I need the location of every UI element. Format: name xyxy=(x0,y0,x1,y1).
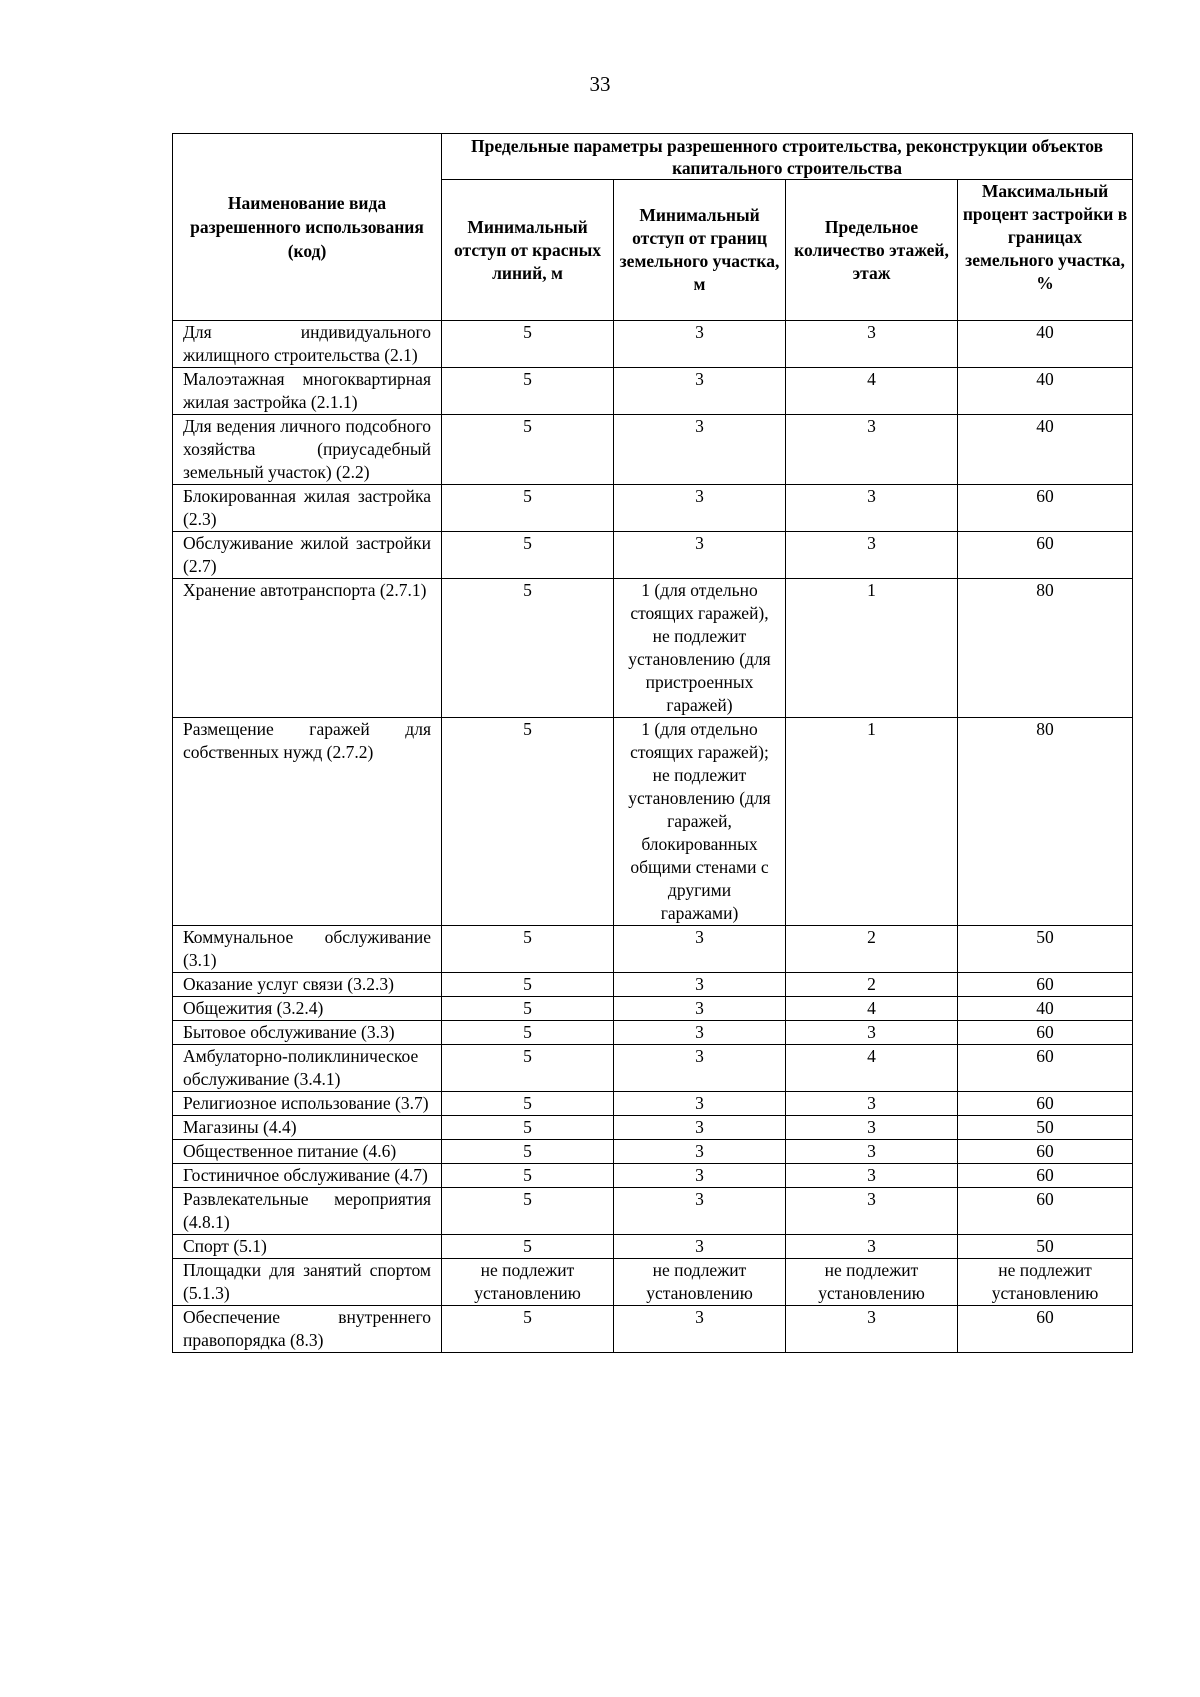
max-coverage-cell: 50 xyxy=(958,926,1133,973)
table-row xyxy=(173,1045,1133,1092)
max-floors-cell: 3 xyxy=(786,485,958,532)
boundary-setback-cell: не подлежит установлению xyxy=(614,1259,786,1306)
max-floors-cell: не подлежит установлению xyxy=(786,1259,958,1306)
use-name-cell: Для индивидуального жилищного строительства (2.1) xyxy=(173,321,442,368)
boundary-setback-cell: 1 (для отдельно стоящих гаражей); не подлежит установлению (для гаражей, блокированных общими стенами с другими гаражами) xyxy=(614,718,786,926)
boundary-setback-cell: 1 (для отдельно стоящих гаражей), не подлежит установлению (для пристроенных гаражей) xyxy=(614,579,786,718)
max-floors-cell: 3 xyxy=(786,1164,958,1188)
table-row xyxy=(173,1021,1133,1045)
max-floors-cell: 3 xyxy=(786,532,958,579)
use-name-cell: Общежития (3.2.4) xyxy=(173,997,442,1021)
max-coverage-cell: не подлежит установлению xyxy=(958,1259,1133,1306)
use-name-cell: Малоэтажная многоквартирная жилая застройка (2.1.1) xyxy=(173,368,442,415)
max-coverage-cell: 60 xyxy=(958,1306,1133,1353)
red-line-setback-cell: 5 xyxy=(442,368,614,415)
red-line-setback-cell: 5 xyxy=(442,997,614,1021)
max-coverage-cell: 40 xyxy=(958,415,1133,485)
red-line-setback-cell: 5 xyxy=(442,579,614,718)
red-line-setback-cell: 5 xyxy=(442,1188,614,1235)
table-row xyxy=(173,415,1133,485)
boundary-setback-cell: 3 xyxy=(614,997,786,1021)
use-name-cell: Религиозное использование (3.7) xyxy=(173,1092,442,1116)
max-coverage-cell: 50 xyxy=(958,1116,1133,1140)
red-line-setback-cell: 5 xyxy=(442,1021,614,1045)
header-max-coverage: Максимальный процент застройки в границах земельного участка, % xyxy=(958,180,1133,321)
max-floors-cell: 3 xyxy=(786,1021,958,1045)
max-coverage-cell: 60 xyxy=(958,1164,1133,1188)
use-name-cell: Обслуживание жилой застройки (2.7) xyxy=(173,532,442,579)
table-row xyxy=(173,1235,1133,1259)
page-number: 33 xyxy=(589,72,611,96)
boundary-setback-cell: 3 xyxy=(614,1092,786,1116)
boundary-setback-cell: 3 xyxy=(614,1306,786,1353)
max-coverage-cell: 40 xyxy=(958,997,1133,1021)
boundary-setback-cell: 3 xyxy=(614,532,786,579)
max-floors-cell: 2 xyxy=(786,973,958,997)
max-floors-cell: 4 xyxy=(786,1045,958,1092)
max-floors-cell: 3 xyxy=(786,1116,958,1140)
max-floors-cell: 3 xyxy=(786,1092,958,1116)
red-line-setback-cell: 5 xyxy=(442,973,614,997)
use-name-cell: Блокированная жилая застройка (2.3) xyxy=(173,485,442,532)
max-floors-cell: 3 xyxy=(786,1188,958,1235)
table-row xyxy=(173,1259,1133,1306)
use-name-cell: Магазины (4.4) xyxy=(173,1116,442,1140)
max-floors-cell: 3 xyxy=(786,1306,958,1353)
table-row xyxy=(173,1140,1133,1164)
table-row xyxy=(173,973,1133,997)
red-line-setback-cell: 5 xyxy=(442,1092,614,1116)
max-coverage-cell: 60 xyxy=(958,532,1133,579)
use-name-cell: Обеспечение внутреннего правопорядка (8.3) xyxy=(173,1306,442,1353)
red-line-setback-cell: 5 xyxy=(442,1116,614,1140)
max-coverage-cell: 60 xyxy=(958,1188,1133,1235)
use-name-cell: Гостиничное обслуживание (4.7) xyxy=(173,1164,442,1188)
red-line-setback-cell: 5 xyxy=(442,1045,614,1092)
table-row xyxy=(173,579,1133,718)
table-row xyxy=(173,368,1133,415)
boundary-setback-cell: 3 xyxy=(614,321,786,368)
max-coverage-cell: 60 xyxy=(958,1021,1133,1045)
red-line-setback-cell: 5 xyxy=(442,1235,614,1259)
red-line-setback-cell: 5 xyxy=(442,926,614,973)
red-line-setback-cell: 5 xyxy=(442,532,614,579)
table-header xyxy=(173,134,1133,321)
table-row xyxy=(173,485,1133,532)
header-red-line-setback: Минимальный отступ от красных линий, м xyxy=(442,180,614,321)
max-floors-cell: 4 xyxy=(786,997,958,1021)
red-line-setback-cell: 5 xyxy=(442,415,614,485)
header-max-floors: Предельное количество этажей, этаж xyxy=(786,180,958,321)
boundary-setback-cell: 3 xyxy=(614,1164,786,1188)
table-row xyxy=(173,532,1133,579)
boundary-setback-cell: 3 xyxy=(614,368,786,415)
use-name-cell: Коммунальное обслуживание (3.1) xyxy=(173,926,442,973)
use-name-cell: Оказание услуг связи (3.2.3) xyxy=(173,973,442,997)
use-name-cell: Бытовое обслуживание (3.3) xyxy=(173,1021,442,1045)
max-floors-cell: 1 xyxy=(786,579,958,718)
max-floors-cell: 3 xyxy=(786,1235,958,1259)
max-coverage-cell: 40 xyxy=(958,321,1133,368)
max-coverage-cell: 80 xyxy=(958,718,1133,926)
table-row xyxy=(173,1164,1133,1188)
boundary-setback-cell: 3 xyxy=(614,1116,786,1140)
header-permitted-use: Наименование вида разрешенного использования (код) xyxy=(173,134,442,321)
table-row xyxy=(173,1188,1133,1235)
header-boundary-setback: Минимальный отступ от границ земельного участка, м xyxy=(614,180,786,321)
table-row xyxy=(173,321,1133,368)
max-coverage-cell: 80 xyxy=(958,579,1133,718)
max-floors-cell: 1 xyxy=(786,718,958,926)
max-coverage-cell: 60 xyxy=(958,1092,1133,1116)
max-coverage-cell: 60 xyxy=(958,1045,1133,1092)
max-floors-cell: 3 xyxy=(786,1140,958,1164)
red-line-setback-cell: 5 xyxy=(442,485,614,532)
max-floors-cell: 2 xyxy=(786,926,958,973)
table-row xyxy=(173,718,1133,926)
boundary-setback-cell: 3 xyxy=(614,973,786,997)
use-name-cell: Амбулаторно-поликлиническое обслуживание (3.4.1) xyxy=(173,1045,442,1092)
max-coverage-cell: 60 xyxy=(958,1140,1133,1164)
boundary-setback-cell: 3 xyxy=(614,1045,786,1092)
use-name-cell: Общественное питание (4.6) xyxy=(173,1140,442,1164)
use-name-cell: Для ведения личного подсобного хозяйства (приусадебный земельный участок) (2.2) xyxy=(173,415,442,485)
boundary-setback-cell: 3 xyxy=(614,485,786,532)
red-line-setback-cell: 5 xyxy=(442,1140,614,1164)
use-name-cell: Размещение гаражей для собственных нужд (2.7.2) xyxy=(173,718,442,926)
table-row xyxy=(173,1306,1133,1353)
boundary-setback-cell: 3 xyxy=(614,926,786,973)
boundary-setback-cell: 3 xyxy=(614,1235,786,1259)
use-name-cell: Развлекательные мероприятия (4.8.1) xyxy=(173,1188,442,1235)
max-coverage-cell: 60 xyxy=(958,485,1133,532)
use-name-cell: Хранение автотранспорта (2.7.1) xyxy=(173,579,442,718)
red-line-setback-cell: 5 xyxy=(442,1164,614,1188)
max-floors-cell: 4 xyxy=(786,368,958,415)
red-line-setback-cell: не подлежит установлению xyxy=(442,1259,614,1306)
red-line-setback-cell: 5 xyxy=(442,718,614,926)
red-line-setback-cell: 5 xyxy=(442,321,614,368)
boundary-setback-cell: 3 xyxy=(614,415,786,485)
use-name-cell: Спорт (5.1) xyxy=(173,1235,442,1259)
max-coverage-cell: 60 xyxy=(958,973,1133,997)
boundary-setback-cell: 3 xyxy=(614,1188,786,1235)
max-coverage-cell: 40 xyxy=(958,368,1133,415)
max-floors-cell: 3 xyxy=(786,415,958,485)
use-name-cell: Площадки для занятий спортом (5.1.3) xyxy=(173,1259,442,1306)
header-limit-parameters: Предельные параметры разрешенного строительства, реконструкции объектов капитального строительства xyxy=(442,134,1133,180)
max-coverage-cell: 50 xyxy=(958,1235,1133,1259)
building-parameters-table xyxy=(172,133,1133,1353)
red-line-setback-cell: 5 xyxy=(442,1306,614,1353)
table-row xyxy=(173,1116,1133,1140)
table-body xyxy=(173,321,1133,1353)
max-floors-cell: 3 xyxy=(786,321,958,368)
boundary-setback-cell: 3 xyxy=(614,1021,786,1045)
boundary-setback-cell: 3 xyxy=(614,1140,786,1164)
table-row xyxy=(173,997,1133,1021)
table-row xyxy=(173,1092,1133,1116)
table-row xyxy=(173,926,1133,973)
